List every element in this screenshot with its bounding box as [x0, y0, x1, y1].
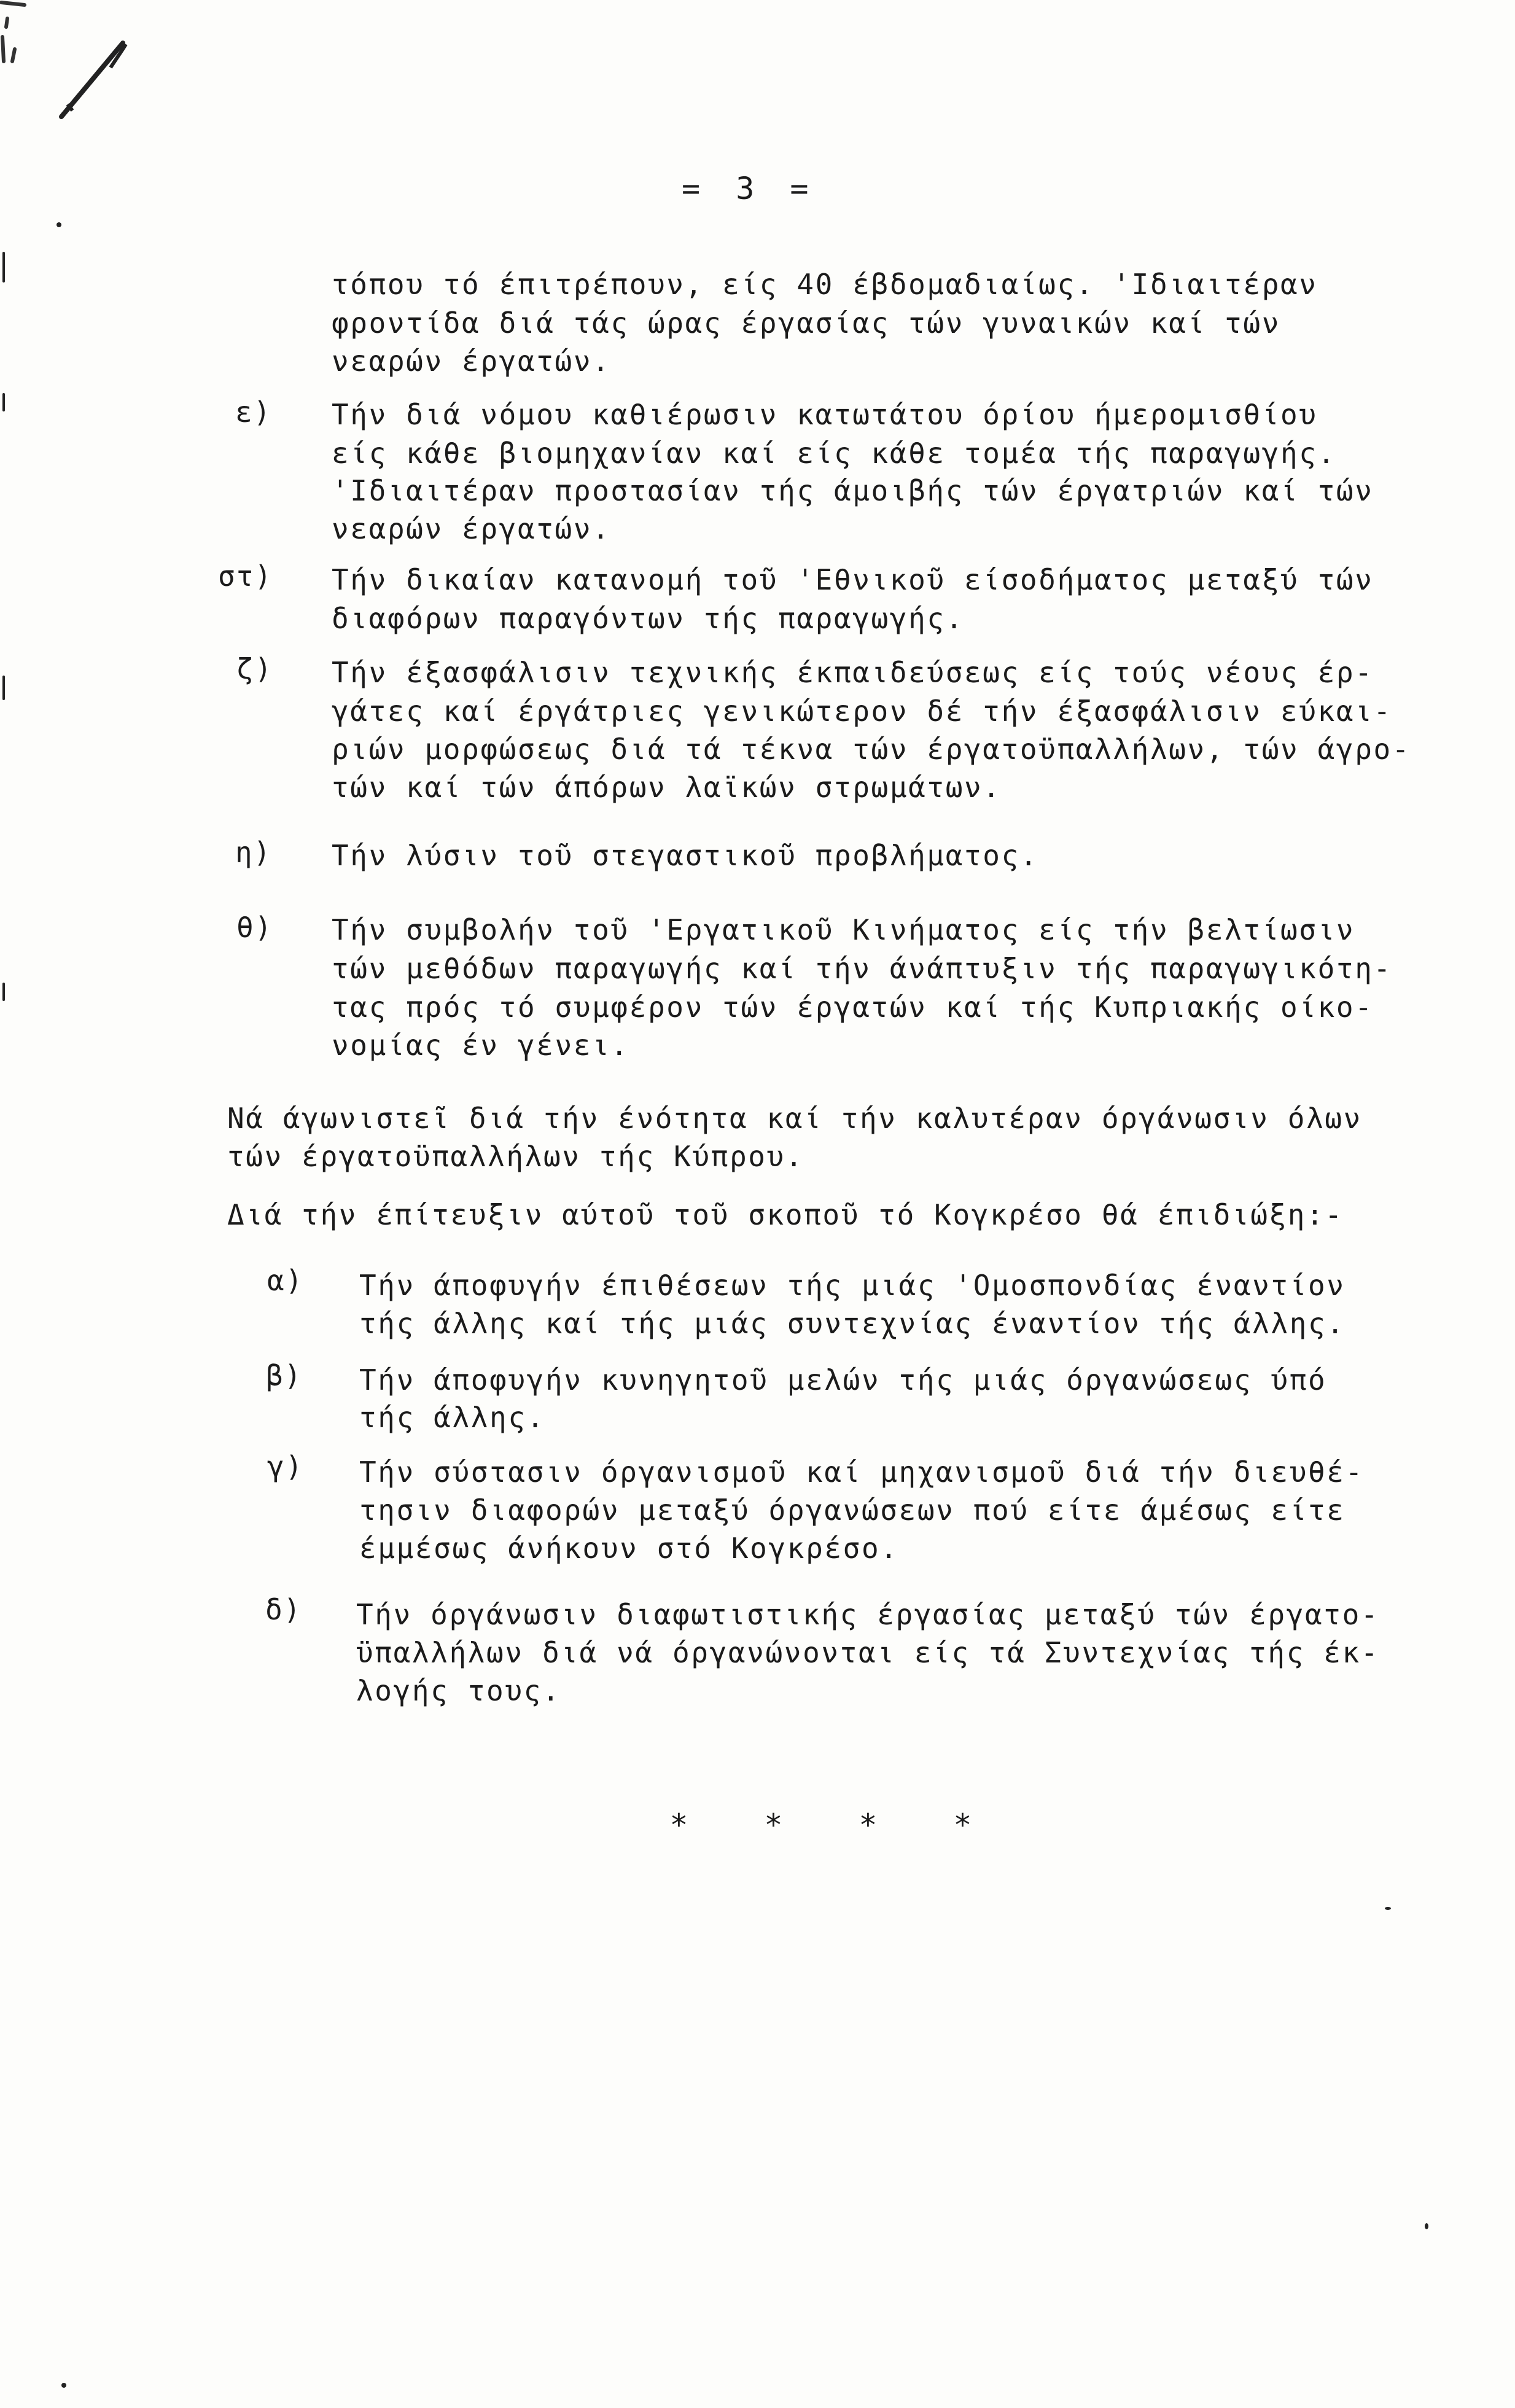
item-marker: ε) — [235, 395, 272, 429]
text-line: τας πρός τό συμφέρον τών έργατών καί τής Κυπριακής οίκο- — [332, 991, 1374, 1024]
margin-speck — [1385, 1907, 1391, 1910]
text-line: διαφόρων παραγόντων τής παραγωγής. — [332, 602, 965, 635]
item-marker: η) — [235, 836, 272, 869]
text-line: Τήν έξασφάλισιν τεχνικής έκπαιδεύσεως είς τούς νέους έρ- — [332, 656, 1374, 689]
scan-mark-icon — [0, 0, 141, 160]
item-marker: θ) — [236, 911, 273, 944]
text-line: Τήν άποφυγήν έπιθέσεων τής μιάς 'Ομοσπονδίας έναντίον — [359, 1269, 1346, 1302]
margin-speck — [56, 222, 61, 227]
text-line: τών έργατοϋπαλλήλων τής Κύπρου. — [227, 1140, 804, 1173]
text-line: Διά τήν έπίτευξιν αύτοῦ τοῦ σκοποῦ τό Κογκρέσο θά έπιδιώξη:- — [227, 1198, 1344, 1231]
text-line: ριών μορφώσεως διά τά τέκνα τών έργατοϋπαλλήλων, τών άγρο- — [332, 733, 1411, 766]
text-line: Τήν σύστασιν όργανισμοῦ καί μηχανισμοῦ διά τήν διευθέ- — [359, 1455, 1364, 1489]
text-line: Τήν άποφυγήν κυνηγητοῦ μελών τής μιάς όργανώσεως ύπό — [359, 1363, 1327, 1397]
margin-speck — [2, 393, 5, 411]
text-line: νεαρών έργατών. — [332, 345, 611, 378]
margin-speck — [2, 676, 5, 700]
margin-speck — [61, 2383, 66, 2388]
text-line: τησιν διαφορών μεταξύ όργανώσεων πού είτε άμέσως είτε — [359, 1494, 1346, 1527]
item-marker: ζ) — [236, 652, 273, 685]
text-line: λογής τους. — [356, 1674, 561, 1707]
item-marker: στ) — [218, 559, 273, 593]
star-mark: * — [859, 1807, 878, 1843]
text-line: νομίας έν γένει. — [332, 1029, 629, 1062]
text-line: 'Ιδιαιτέραν προστασίαν τής άμοιβής τών έργατριών καί τών — [332, 474, 1374, 507]
text-line: Τήν όργάνωσιν διαφωτιστικής έργασίας μεταξύ τών έργατο- — [356, 1598, 1380, 1631]
text-line: τής άλλης. — [359, 1401, 545, 1434]
item-marker: γ) — [267, 1450, 304, 1483]
text-line: γάτες καί έργάτριες γενικώτερον δέ τήν έξασφάλισιν εύκαι- — [332, 695, 1392, 728]
margin-speck — [1425, 2223, 1428, 2229]
text-line: είς κάθε βιομηχανίαν καί είς κάθε τομέα τής παραγωγής. — [332, 437, 1336, 470]
text-line: τής άλλης καί τής μιάς συντεχνίας έναντίον τής άλλης. — [359, 1307, 1346, 1340]
margin-speck — [2, 252, 5, 282]
text-line: τόπου τό έπιτρέπουν, είς 40 έβδομαδιαίως. 'Ιδιαιτέραν — [332, 268, 1318, 301]
star-mark: * — [669, 1807, 688, 1843]
text-line: φροντίδα διά τάς ώρας έργασίας τών γυναικών καί τών — [332, 306, 1281, 340]
item-marker: δ) — [265, 1593, 302, 1626]
text-line: Νά άγωνιστεῖ διά τήν ένότητα καί τήν καλυτέραν όργάνωσιν όλων — [227, 1102, 1362, 1135]
text-line: έμμέσως άνήκουν στό Κογκρέσο. — [359, 1532, 899, 1565]
closing-stars — [596, 1772, 1048, 1879]
star-mark: * — [953, 1807, 972, 1843]
text-line: Τήν διά νόμου καθιέρωσιν κατωτάτου όρίου ήμερομισθίου — [332, 398, 1318, 431]
margin-speck — [2, 983, 5, 1001]
star-mark: * — [764, 1807, 783, 1843]
item-marker: α) — [267, 1264, 304, 1297]
page-number: = 3 = — [682, 171, 817, 206]
text-line: τών καί τών άπόρων λαϊκών στρωμάτων. — [332, 771, 1002, 804]
text-line: Τήν δικαίαν κατανομή τοῦ 'Εθνικοῦ είσοδήματος μεταξύ τών — [332, 563, 1374, 596]
text-line: νεαρών έργατών. — [332, 512, 611, 545]
text-line: τών μεθόδων παραγωγής καί τήν άνάπτυξιν τής παραγωγικότη- — [332, 952, 1392, 985]
text-line: Τήν λύσιν τοῦ στεγαστικοῦ προβλήματος. — [332, 839, 1039, 872]
text-line: ϋπαλλήλων διά νά όργανώνονται είς τά Συντεχνίας τής έκ- — [356, 1636, 1380, 1669]
text-line: Τήν συμβολήν τοῦ 'Εργατικοῦ Κινήματος είς τήν βελτίωσιν — [332, 913, 1355, 946]
item-marker: β) — [266, 1359, 303, 1392]
